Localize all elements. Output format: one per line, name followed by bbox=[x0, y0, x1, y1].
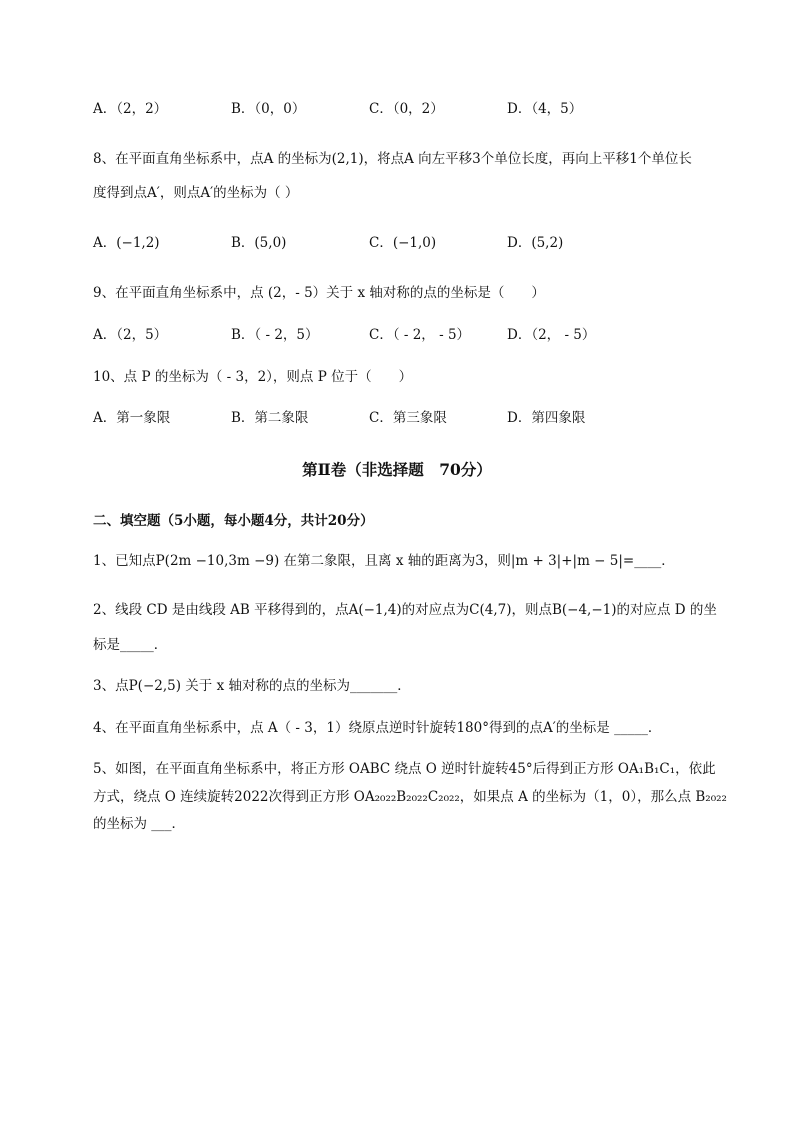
q8-option-b: B．(5,0) bbox=[231, 235, 287, 251]
q10-option-a: A．第一象限 bbox=[93, 410, 171, 426]
fill-in-heading: 二、填空题（5小题，每小题4分，共计20分） bbox=[93, 513, 374, 529]
q7-option-c: C．（0，2） bbox=[369, 101, 444, 117]
q10-option-c: C．第三象限 bbox=[369, 410, 447, 426]
q7-option-a: A．（2，2） bbox=[93, 101, 168, 117]
q9-text-line1: 9、在平面直角坐标系中，点 (2，- 5）关于 x 轴对称的点的坐标是（ ） bbox=[93, 285, 545, 301]
fill-q2-line2: 标是_____． bbox=[93, 637, 168, 653]
q8-option-c: C．(−1,0) bbox=[369, 235, 437, 251]
fill-q5-line1: 5、如图，在平面直角坐标系中，将正方形 OABC 绕点 O 逆时针旋转45°后得到正方形 OA₁B₁C₁，依此 bbox=[93, 761, 716, 777]
q9-option-a: A．（2，5） bbox=[93, 327, 168, 343]
fill-q2-line1: 2、线段 CD 是由线段 AB 平移得到的，点A(−1,4)的对应点为C(4,7)，则点B(−4,−1)的对应点 D 的坐 bbox=[93, 602, 717, 618]
q10-text-line1: 10、点 P 的坐标为（ - 3，2），则点 P 位于（ ） bbox=[93, 369, 413, 385]
fill-q5-line2: 方式，绕点 O 连续旋转2022次得到正方形 OA₂₀₂₂B₂₀₂₂C₂₀₂₂，如果点 A 的坐标为（1，0），那么点 B₂₀₂₂ bbox=[93, 789, 727, 805]
q10-option-b: B．第二象限 bbox=[231, 410, 309, 426]
q7-option-d: D．（4，5） bbox=[507, 101, 583, 117]
q8-option-a: A．(−1,2) bbox=[93, 235, 160, 251]
fill-q1-line1: 1、已知点P(2m −10,3m −9) 在第二象限，且离 x 轴的距离为3，则|m + 3|+|m − 5|=____． bbox=[93, 553, 675, 569]
section-title: 第Ⅱ卷（非选择题 70分） bbox=[302, 460, 492, 479]
fill-q4-line1: 4、在平面直角坐标系中，点 A（ - 3，1）绕原点逆时针旋转180°得到的点A′的坐标是 _____． bbox=[93, 720, 662, 736]
q8-text-line2: 度得到点A′，则点A′的坐标为（ ） bbox=[93, 185, 299, 201]
q10-option-d: D．第四象限 bbox=[507, 410, 586, 426]
fill-q3-line1: 3、点P(−2,5) 关于 x 轴对称的点的坐标为_______． bbox=[93, 678, 411, 694]
q9-option-c: C．（ - 2， - 5） bbox=[369, 327, 471, 343]
fill-q5-line3: 的坐标为 ___． bbox=[93, 816, 186, 832]
q9-option-b: B．（ - 2，5） bbox=[231, 327, 319, 343]
q8-option-d: D．(5,2) bbox=[507, 235, 564, 251]
q8-text-line1: 8、在平面直角坐标系中，点A 的坐标为(2,1)，将点A 向左平移3个单位长度，再向上平移1个单位长 bbox=[93, 151, 692, 167]
q9-option-d: D．（2， - 5） bbox=[507, 327, 596, 343]
q7-option-b: B．（0，0） bbox=[231, 101, 306, 117]
